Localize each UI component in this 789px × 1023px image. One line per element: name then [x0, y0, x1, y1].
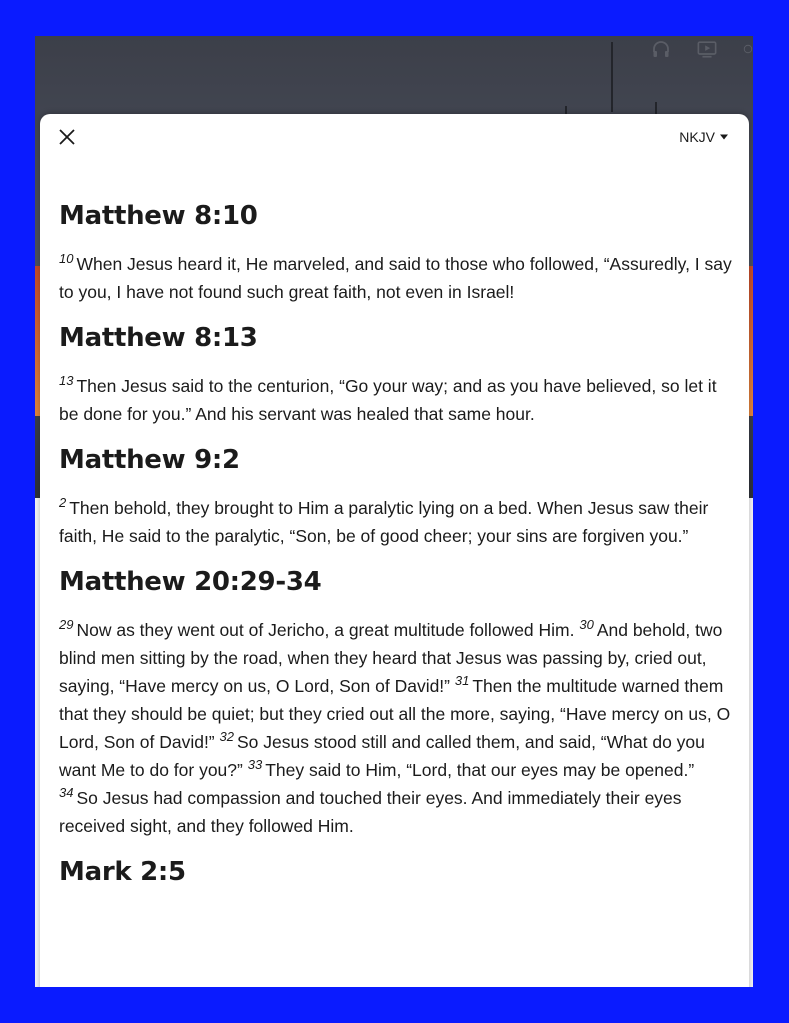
passage-reference[interactable]: Matthew 9:2 — [59, 445, 240, 475]
passage — [59, 444, 734, 550]
passage-list — [59, 200, 734, 906]
top-toolbar — [651, 38, 753, 60]
passage-text — [59, 250, 734, 306]
background-mast-small — [655, 102, 657, 114]
verse-text: Then behold, they brought to Him a paralytic lying on a bed. When Jesus saw their faith, He said to the paralytic, “Son, be of good cheer; your sins are forgiven you.” — [59, 498, 709, 546]
headphones-icon[interactable] — [651, 39, 671, 59]
verse-text: Now as they went out of Jericho, a great multitude followed Him. — [76, 620, 575, 640]
background-mast — [611, 42, 613, 112]
app-frame — [35, 36, 753, 987]
verse-number: 30 — [579, 617, 594, 633]
close-icon — [56, 126, 78, 148]
close-button[interactable] — [56, 126, 78, 148]
passage — [59, 856, 734, 888]
passage-reference[interactable]: Matthew 8:13 — [59, 323, 258, 353]
passage-text — [59, 616, 734, 840]
verse-text: Then Jesus said to the centurion, “Go your way; and as you have believed, so let it be done for you.” And his servant was healed that same hour. — [59, 376, 717, 424]
passage — [59, 322, 734, 428]
verse-text: So Jesus had compassion and touched their eyes. And immediately their eyes received sight, and they followed Him. — [59, 788, 682, 836]
passage-sheet — [40, 114, 749, 987]
passage-text — [59, 494, 734, 550]
verse-text: They said to Him, “Lord, that our eyes may be opened.” — [265, 760, 695, 780]
verse-number: 2 — [59, 495, 67, 511]
passage-reference[interactable]: Matthew 20:29-34 — [59, 567, 322, 597]
verse-text: When Jesus heard it, He marveled, and said to those who followed, “Assuredly, I say to you, I have not found such great faith, not even in Israel! — [59, 254, 732, 302]
version-label: NKJV — [679, 129, 715, 145]
passage — [59, 566, 734, 840]
play-video-icon[interactable] — [697, 39, 717, 59]
verse-number: 10 — [59, 251, 74, 267]
verse-number: 34 — [59, 785, 74, 801]
verse-number: 31 — [454, 673, 470, 689]
verse-text: Then the multitude warned them that they should be quiet; but they cried out all the more, saying, “Have mercy on us, O Lord, Son of David!” — [59, 676, 731, 752]
passage-reference[interactable]: Mark 2:5 — [59, 857, 186, 887]
verse-number: 32 — [219, 729, 234, 745]
passage-text — [59, 372, 734, 428]
passage-reference[interactable]: Matthew 8:10 — [59, 201, 258, 231]
sheet-header — [40, 114, 749, 162]
background-mast-small — [565, 106, 567, 114]
version-selector[interactable] — [679, 129, 729, 145]
passage — [59, 200, 734, 306]
verse-text: And behold, two blind men sitting by the road, when they heard that Jesus was passing by, cried out, saying, “Have mercy on us, O Lord, Son of David!” — [59, 620, 723, 696]
verse-number: 13 — [59, 373, 74, 389]
verse-number: 29 — [59, 617, 74, 633]
verse-text: So Jesus stood still and called them, and said, “What do you want Me to do for you?” — [59, 732, 705, 780]
verse-number: 33 — [247, 757, 263, 773]
more-icon[interactable] — [743, 39, 753, 59]
caret-down-icon — [719, 133, 729, 141]
